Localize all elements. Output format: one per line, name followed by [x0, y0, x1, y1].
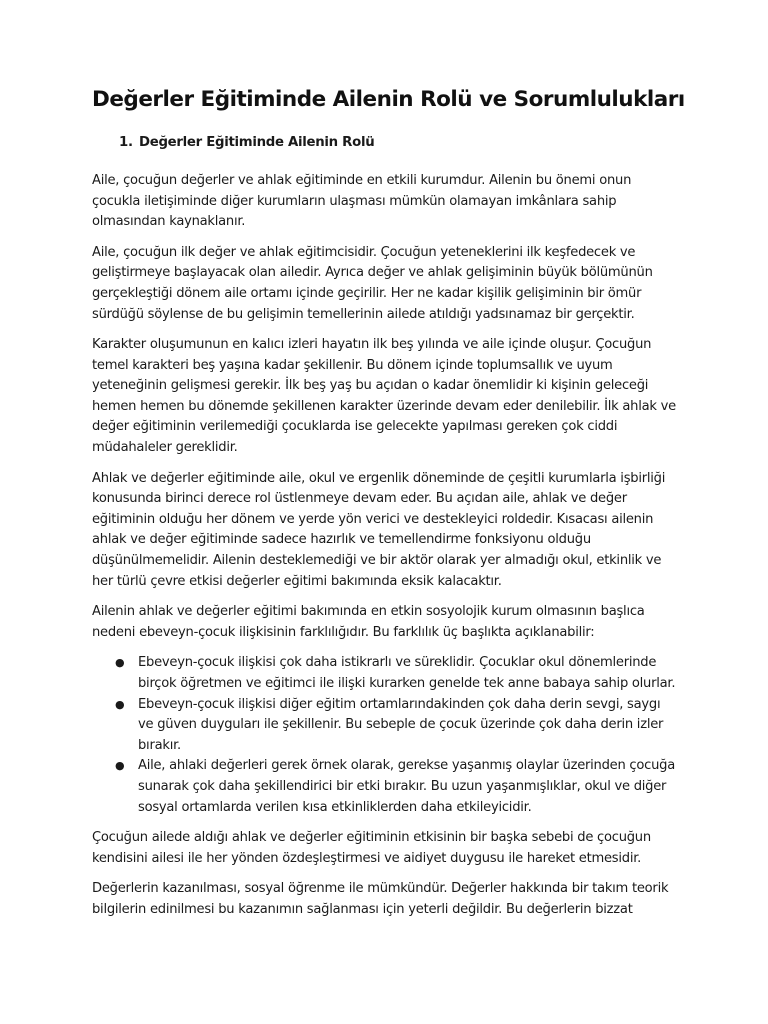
paragraph: Aile, çocuğun ilk değer ve ahlak eğitimcisidir. Çocuğun yeteneklerini ilk keşfedecek ve geliştirmeye başlayacak olan ailedir. Ayrıca değer ve ahlak gelişiminin büyük bölümünün gerçekleştiği dönem aile ortamı içinde geçirilir. Her ne kadar kişilik gelişiminin bir ömür sürdüğü söylense de bu gelişimin temellerinin ailede atıldığı yadsınamaz bir gerçektir. [92, 244, 653, 322]
paragraph: Değerlerin kazanılması, sosyal öğrenme ile mümkündür. Değerler hakkında bir takım teorik bilgilerin edinilmesi bu kazanımın sağlanması için yeterli değildir. Bu değerlerin bizzat [92, 881, 669, 917]
paragraph: Ailenin ahlak ve değerler eğitimi bakımında en etkin sosyolojik kurum olmasının başlıca nedeni ebeveyn-çocuk ilişkisinin farklılığıdır. Bu farklılık üç başlıkta açıklanabilir: [92, 604, 645, 640]
bullet-icon: ● [115, 759, 125, 773]
bullet-icon: ● [115, 656, 125, 670]
list-item [92, 756, 678, 818]
list-item-text: Aile, ahlaki değerleri gerek örnek olarak, gerekse yaşanmış olaylar üzerinden çocuğa sunarak çok daha şekillendirici bir etki bırakır. Bu uzun yaşanmışlıklar, okul ve diğer sosyal ortamlarda verilen kısa etkinliklerden daha etkileyicidir. [138, 758, 675, 815]
list-item-text: Ebeveyn-çocuk ilişkisi çok daha istikrarlı ve süreklidir. Çocuklar okul dönemlerinde birçok öğretmen ve eğitimci ile ilişki kurarken genelde tek anne babaya sahip olurlar. [138, 655, 676, 691]
section-heading [119, 133, 678, 153]
paragraph: Aile, çocuğun değerler ve ahlak eğitiminde en etkili kurumdur. Ailenin bu önemi onun çocukla iletişiminde diğer kurumların ulaşması mümkün olamayan imkânlara sahip olmasından kaynaklanır. [92, 172, 632, 230]
section-number: 1. [119, 134, 133, 150]
list-item [92, 695, 678, 757]
bullet-icon: ● [115, 697, 125, 711]
document-title: Değerler Eğitiminde Ailenin Rolü ve Sorumlulukları [92, 87, 685, 112]
paragraph: Çocuğun ailede aldığı ahlak ve değerler eğitiminin etkisinin bir başka sebebi de çocuğun kendisini ailesi ile her yönden özdeşleştirmesi ve aidiyet duygusu ile hareket etmesidir. [92, 830, 651, 866]
bullet-list [92, 653, 678, 818]
list-item [92, 653, 678, 694]
paragraph: Karakter oluşumunun en kalıcı izleri hayatın ilk beş yılında ve aile içinde oluşur. Çocuğun temel karakteri beş yaşına kadar şekillenir. Bu dönem içinde toplumsallık ve uyum yeteneğinin gelişmesi gerekir. İlk beş yaş bu açıdan o kadar önemlidir ki kişinin geleceği hemen hemen bu dönemde şekillenen karakter üzerinde devam eder denilebilir. İlk ahlak ve değer eğitiminin verilemediği çocuklarda ise gelecekte yapılması gereken çok ciddi müdahaleler gereklidir. [92, 337, 676, 456]
list-item-text: Ebeveyn-çocuk ilişkisi diğer eğitim ortamlarındakinden çok daha derin sevgi, saygı ve güven duyguları ile şekillenir. Bu sebeple de çocuk üzerinde çok daha derin izler bırakır. [138, 696, 664, 753]
paragraph: Ahlak ve değerler eğitiminde aile, okul ve ergenlik döneminde de çeşitli kurumlarla işbirliği konusunda birinci derece rol üstlenmeye devam eder. Bu açıdan aile, ahlak ve değer eğitiminin olduğu her dönem ve yerde yön verici ve destekleyici roldedir. Kısacası ailenin ahlak ve değer eğitiminde sadece hazırlık ve temellendirme fonksiyonu olduğu düşünülmemelidir. Ailenin desteklemediği ve bir aktör olarak yer almadığı okul, etkinlik ve her türlü çevre etkisi değerler eğitimi bakımında eksik kalacaktır. [92, 470, 666, 589]
document-page [92, 86, 685, 931]
section-heading-text: Değerler Eğitiminde Ailenin Rolü [139, 134, 375, 150]
